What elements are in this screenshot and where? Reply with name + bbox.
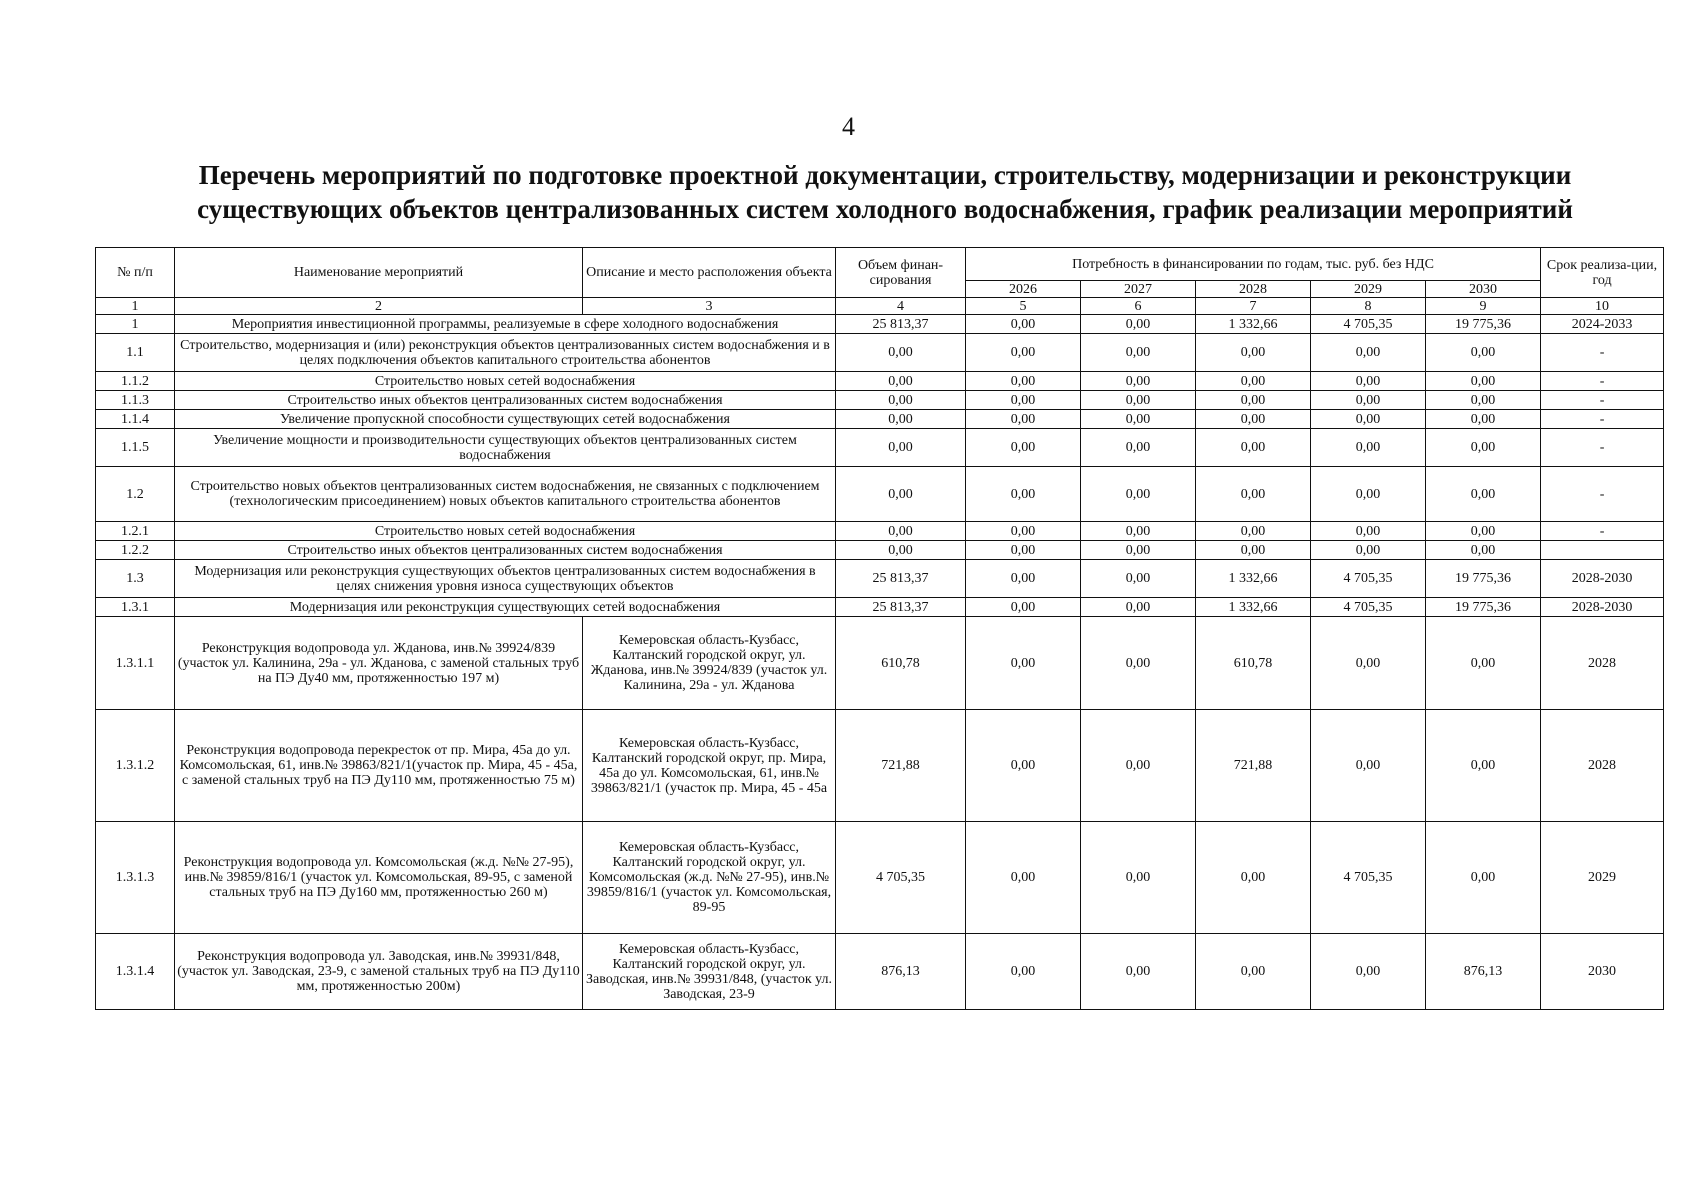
header-need: Потребность в финансировании по годам, тыс. руб. без НДС [966, 248, 1541, 281]
row-name: Строительство новых сетей водоснабжения [175, 522, 836, 541]
row-num: 1.1 [96, 334, 175, 372]
row-volume: 0,00 [836, 522, 966, 541]
row-y2027: 0,00 [1081, 598, 1196, 617]
row-term: 2028-2030 [1541, 598, 1664, 617]
row-y2027: 0,00 [1081, 560, 1196, 598]
row-name: Строительство новых объектов централизованных систем водоснабжения, не связанных с подключением (технологическим присоединением) новых объектов капитального строительства абонентов [175, 467, 836, 522]
row-y2028: 0,00 [1196, 522, 1311, 541]
row-y2026: 0,00 [966, 372, 1081, 391]
row-y2028: 0,00 [1196, 822, 1311, 934]
header-year: 2026 [966, 281, 1081, 298]
row-y2027: 0,00 [1081, 934, 1196, 1010]
row-name: Реконструкция водопровода ул. Жданова, инв.№ 39924/839 (участок ул. Калинина, 29а - ул. Жданова, с заменой стальных труб на ПЭ Ду40 мм, протяженностью 197 м) [175, 617, 583, 710]
row-y2026: 0,00 [966, 598, 1081, 617]
row-volume: 0,00 [836, 467, 966, 522]
row-term: - [1541, 467, 1664, 522]
row-y2030: 0,00 [1426, 391, 1541, 410]
row-num: 1.3.1.3 [96, 822, 175, 934]
row-volume: 0,00 [836, 410, 966, 429]
table-row [96, 617, 1664, 710]
row-description: Кемеровская область-Кузбасс, Калтанский городской округ, ул. Комсомольская (ж.д. №№ 27-95), инв.№ 39859/816/1 (участок ул. Комсомольская, 89-95 [583, 822, 836, 934]
column-index: 10 [1541, 298, 1664, 315]
row-y2030: 0,00 [1426, 541, 1541, 560]
row-y2029: 0,00 [1311, 710, 1426, 822]
row-y2030: 0,00 [1426, 617, 1541, 710]
row-volume: 25 813,37 [836, 560, 966, 598]
row-y2029: 0,00 [1311, 617, 1426, 710]
table-row [96, 372, 1664, 391]
row-y2027: 0,00 [1081, 522, 1196, 541]
column-index-row [96, 298, 1664, 315]
row-y2028: 1 332,66 [1196, 560, 1311, 598]
row-y2029: 0,00 [1311, 522, 1426, 541]
row-y2030: 19 775,36 [1426, 560, 1541, 598]
row-num: 1.3 [96, 560, 175, 598]
row-y2026: 0,00 [966, 822, 1081, 934]
row-y2029: 0,00 [1311, 429, 1426, 467]
header-year: 2030 [1426, 281, 1541, 298]
title-line-2: существующих объектов централизованных систем холодного водоснабжения, график реализации мероприятий [197, 194, 1573, 224]
row-y2027: 0,00 [1081, 822, 1196, 934]
row-name: Строительство, модернизация и (или) реконструкция объектов централизованных систем водоснабжения и в целях подключения объектов капитального строительства абонентов [175, 334, 836, 372]
row-term: 2028-2030 [1541, 560, 1664, 598]
header-term: Срок реализа-ции, год [1541, 248, 1664, 298]
row-y2027: 0,00 [1081, 467, 1196, 522]
header-volume: Объем финан-сирования [836, 248, 966, 298]
row-y2028: 0,00 [1196, 334, 1311, 372]
row-name: Строительство новых сетей водоснабжения [175, 372, 836, 391]
row-y2030: 0,00 [1426, 822, 1541, 934]
row-y2026: 0,00 [966, 617, 1081, 710]
row-num: 1.2.1 [96, 522, 175, 541]
row-y2029: 4 705,35 [1311, 315, 1426, 334]
row-y2030: 19 775,36 [1426, 315, 1541, 334]
row-description: Кемеровская область-Кузбасс, Калтанский городской округ, ул. Жданова, инв.№ 39924/839 (участок ул. Калинина, 29а - ул. Жданова [583, 617, 836, 710]
header-year: 2027 [1081, 281, 1196, 298]
row-volume: 721,88 [836, 710, 966, 822]
row-y2030: 0,00 [1426, 522, 1541, 541]
row-y2029: 0,00 [1311, 467, 1426, 522]
table-row [96, 822, 1664, 934]
row-y2028: 610,78 [1196, 617, 1311, 710]
row-y2027: 0,00 [1081, 315, 1196, 334]
row-y2028: 0,00 [1196, 934, 1311, 1010]
row-volume: 25 813,37 [836, 598, 966, 617]
row-num: 1.3.1.4 [96, 934, 175, 1010]
row-y2026: 0,00 [966, 467, 1081, 522]
row-y2026: 0,00 [966, 710, 1081, 822]
header-name: Наименование мероприятий [175, 248, 583, 298]
row-volume: 0,00 [836, 334, 966, 372]
page-number: 4 [842, 112, 855, 141]
table-row [96, 710, 1664, 822]
header-year: 2028 [1196, 281, 1311, 298]
row-y2030: 0,00 [1426, 710, 1541, 822]
row-y2030: 876,13 [1426, 934, 1541, 1010]
row-name: Увеличение пропускной способности существующих сетей водоснабжения [175, 410, 836, 429]
row-y2026: 0,00 [966, 334, 1081, 372]
row-y2030: 0,00 [1426, 334, 1541, 372]
row-y2028: 0,00 [1196, 467, 1311, 522]
row-y2026: 0,00 [966, 315, 1081, 334]
row-y2026: 0,00 [966, 410, 1081, 429]
row-name: Модернизация или реконструкция существующих объектов централизованных систем водоснабжения в целях снижения уровня износа существующих объектов [175, 560, 836, 598]
row-y2030: 0,00 [1426, 410, 1541, 429]
row-y2028: 0,00 [1196, 372, 1311, 391]
document-title [95, 158, 1675, 226]
row-name: Строительство иных объектов централизованных систем водоснабжения [175, 391, 836, 410]
table-row [96, 598, 1664, 617]
column-index: 5 [966, 298, 1081, 315]
row-num: 1.2 [96, 467, 175, 522]
row-description: Кемеровская область-Кузбасс, Калтанский городской округ, ул. Заводская, инв.№ 39931/848, (участок ул. Заводская, 23-9 [583, 934, 836, 1010]
row-volume: 610,78 [836, 617, 966, 710]
column-index: 9 [1426, 298, 1541, 315]
row-num: 1.1.3 [96, 391, 175, 410]
row-num: 1.1.4 [96, 410, 175, 429]
column-index: 8 [1311, 298, 1426, 315]
column-index: 1 [96, 298, 175, 315]
row-y2027: 0,00 [1081, 541, 1196, 560]
row-term: 2029 [1541, 822, 1664, 934]
row-y2030: 0,00 [1426, 429, 1541, 467]
column-index: 4 [836, 298, 966, 315]
row-y2028: 0,00 [1196, 429, 1311, 467]
row-y2029: 4 705,35 [1311, 560, 1426, 598]
row-y2030: 0,00 [1426, 372, 1541, 391]
row-name: Строительство иных объектов централизованных систем водоснабжения [175, 541, 836, 560]
row-y2027: 0,00 [1081, 617, 1196, 710]
row-name: Модернизация или реконструкция существующих сетей водоснабжения [175, 598, 836, 617]
row-term: 2024-2033 [1541, 315, 1664, 334]
row-y2026: 0,00 [966, 541, 1081, 560]
row-term: - [1541, 429, 1664, 467]
row-y2030: 0,00 [1426, 467, 1541, 522]
header-num: № п/п [96, 248, 175, 298]
row-term: - [1541, 391, 1664, 410]
table-row [96, 315, 1664, 334]
row-name: Реконструкция водопровода ул. Заводская, инв.№ 39931/848, (участок ул. Заводская, 23-9, с заменой стальных труб на ПЭ Ду110 мм, протяженностью 200м) [175, 934, 583, 1010]
row-y2028: 0,00 [1196, 391, 1311, 410]
row-y2027: 0,00 [1081, 710, 1196, 822]
row-y2028: 1 332,66 [1196, 315, 1311, 334]
row-volume: 25 813,37 [836, 315, 966, 334]
table-row [96, 391, 1664, 410]
row-y2027: 0,00 [1081, 429, 1196, 467]
row-term: 2030 [1541, 934, 1664, 1010]
row-y2026: 0,00 [966, 560, 1081, 598]
row-y2029: 4 705,35 [1311, 598, 1426, 617]
row-name: Реконструкция водопровода ул. Комсомольская (ж.д. №№ 27-95), инв.№ 39859/816/1 (участок ул. Комсомольская, 89-95, с заменой стальных труб на ПЭ Ду160 мм, протяженностью 260 м) [175, 822, 583, 934]
row-name: Реконструкция водопровода перекресток от пр. Мира, 45а до ул. Комсомольская, 61, инв.№ 39863/821/1(участок пр. Мира, 45 - 45а, с заменой стальных труб на ПЭ Ду110 мм, протяженностью 75 м) [175, 710, 583, 822]
column-index: 7 [1196, 298, 1311, 315]
table-row [96, 522, 1664, 541]
row-num: 1.3.1.1 [96, 617, 175, 710]
row-volume: 0,00 [836, 541, 966, 560]
row-num: 1.3.1.2 [96, 710, 175, 822]
row-description: Кемеровская область-Кузбасс, Калтанский городской округ, пр. Мира, 45а до ул. Комсомольская, 61, инв.№ 39863/821/1 (участок пр. Мира, 45 - 45а [583, 710, 836, 822]
table-row [96, 334, 1664, 372]
row-y2026: 0,00 [966, 391, 1081, 410]
row-y2029: 0,00 [1311, 934, 1426, 1010]
row-y2029: 4 705,35 [1311, 822, 1426, 934]
row-volume: 0,00 [836, 429, 966, 467]
row-y2026: 0,00 [966, 934, 1081, 1010]
row-y2028: 0,00 [1196, 410, 1311, 429]
row-y2028: 0,00 [1196, 541, 1311, 560]
table-row [96, 541, 1664, 560]
row-num: 1.1.5 [96, 429, 175, 467]
row-y2028: 721,88 [1196, 710, 1311, 822]
column-index: 3 [583, 298, 836, 315]
table-row [96, 934, 1664, 1010]
row-y2029: 0,00 [1311, 410, 1426, 429]
row-num: 1.1.2 [96, 372, 175, 391]
row-y2027: 0,00 [1081, 410, 1196, 429]
row-num: 1.3.1 [96, 598, 175, 617]
row-term: - [1541, 410, 1664, 429]
row-y2026: 0,00 [966, 522, 1081, 541]
row-y2029: 0,00 [1311, 334, 1426, 372]
row-y2027: 0,00 [1081, 391, 1196, 410]
table-row [96, 467, 1664, 522]
table-row [96, 560, 1664, 598]
header-row [96, 248, 1664, 281]
table-row [96, 429, 1664, 467]
row-y2026: 0,00 [966, 429, 1081, 467]
row-volume: 4 705,35 [836, 822, 966, 934]
row-term: - [1541, 334, 1664, 372]
row-y2027: 0,00 [1081, 334, 1196, 372]
row-y2029: 0,00 [1311, 541, 1426, 560]
row-term: 2028 [1541, 710, 1664, 822]
row-y2029: 0,00 [1311, 372, 1426, 391]
row-y2028: 1 332,66 [1196, 598, 1311, 617]
row-y2029: 0,00 [1311, 391, 1426, 410]
column-index: 6 [1081, 298, 1196, 315]
row-num: 1.2.2 [96, 541, 175, 560]
header-description: Описание и место расположения объекта [583, 248, 836, 298]
row-y2027: 0,00 [1081, 372, 1196, 391]
row-num: 1 [96, 315, 175, 334]
row-volume: 876,13 [836, 934, 966, 1010]
row-term: - [1541, 522, 1664, 541]
header-year: 2029 [1311, 281, 1426, 298]
row-term: 2028 [1541, 617, 1664, 710]
column-index: 2 [175, 298, 583, 315]
row-volume: 0,00 [836, 372, 966, 391]
row-volume: 0,00 [836, 391, 966, 410]
measures-table [95, 247, 1664, 1010]
row-term [1541, 541, 1664, 560]
row-y2030: 19 775,36 [1426, 598, 1541, 617]
table-row [96, 410, 1664, 429]
row-name: Мероприятия инвестиционной программы, реализуемые в сфере холодного водоснабжения [175, 315, 836, 334]
row-name: Увеличение мощности и производительности существующих объектов централизованных систем водоснабжения [175, 429, 836, 467]
row-term: - [1541, 372, 1664, 391]
title-line-1: Перечень мероприятий по подготовке проектной документации, строительству, модернизации и реконструкции [198, 160, 1572, 190]
